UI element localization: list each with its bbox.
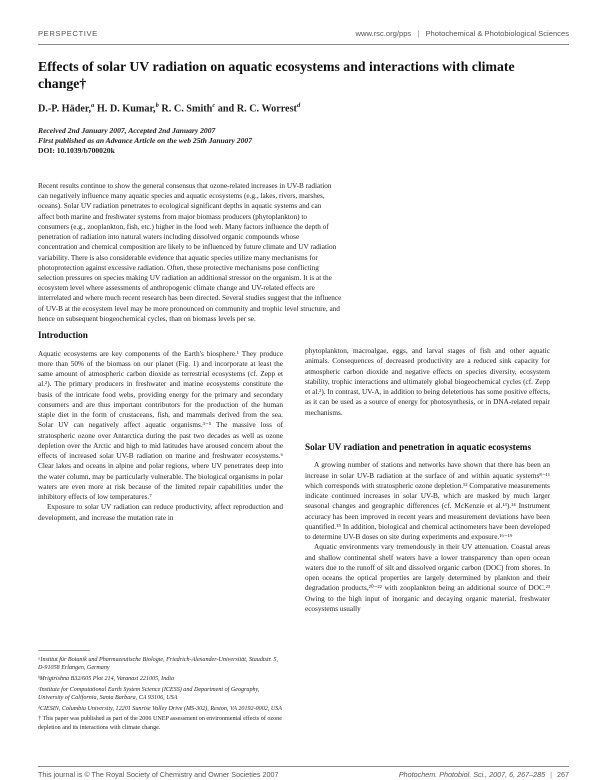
abstract-line: ecosystem level where assessments of anthropogenic climate change and UV-related effects are (38, 284, 315, 293)
running-header (38, 29, 569, 43)
author-affiliation-mark: d (296, 102, 301, 109)
page-number: 267 (557, 770, 569, 779)
abstract-line: oceans). Solar UV radiation penetrates to ecological significant depths in aquatic systems and can (38, 202, 322, 211)
body-paragraph: Aquatic environments vary tremendously in their UV attenuation. Coastal areas and shallow continental shelf waters have a lower transparency than open ocean waters due to the runoff of silt and dissolved organic carbon (DOC) from shores. In open oceans the optical properties are largely determined by plankton and their degradation products,²⁰⁻²² with zooplankton being an additional source of DOC.²³ Owing to the high input of inorganic and decaying organic material, freshwater ecosystems usually (305, 543, 550, 613)
body-paragraph: A growing number of stations and networks have shown that there has been an increase in solar UV-B radiation at the surface of and within aquatic systems⁸⁻¹¹ which corresponds with stratospheric ozone depletion.¹² Comparative measurements indicate continued increases in solar UV-B, which are masked by much larger seasonal changes and geographic differences (cf. McKenzie et al.¹³).¹⁴ Instrument accuracy has been improved in recent years and measurement deviations have been quantified.¹⁵ In addition, biological and chemical actinometers have been developed to determine UV-B doses on site during experiments and exposure.¹⁶⁻¹⁹ (305, 461, 550, 541)
abstract-line: interrelated and where much recent research has been directed. Several studies suggest that the influence (38, 294, 342, 303)
abstract-line: can negatively influence many aquatic species and aquatic ecosystems (e.g., lakes, rivers, marshes, (38, 192, 325, 201)
doi[interactable]: DOI: 10.1039/b700020k (38, 146, 115, 155)
footnote-affiliation-d: ᵈCIESIN, Columbia University, 12201 Sunrise Valley Drive (MS-302), Reston, VA 20192-0002, USA (38, 705, 283, 712)
footnote-affiliation-c: ᶜInstitute for Computational Earth System Science (ICESS) and Department of Geography, University of California, Santa Barbara, CA 93106, USA (38, 686, 260, 701)
author-name: H. D. Kumar, (96, 103, 156, 115)
article-title: Effects of solar UV radiation on aquatic ecosystems and interactions with climate change† (38, 59, 515, 92)
body-paragraph: Exposure to solar UV radiation can reduce productivity, affect reproduction and development, and increase the mutation rate in (38, 503, 283, 522)
footer-separator: | (550, 770, 552, 779)
body-paragraph: phytoplankton, macroalgae, eggs, and larval stages of fish and other aquatic animals. Consequences of decreased productivity are a reduced sink capacity for atmospheric carbon dioxide and negative effects on species diversity, ecosystem stability, trophic interactions and ultimately global biogeochemical cycles (cf. Zepp et al.²). In contrast, UV-A, in addition to being deleterious has some positive effects, as it can be used as a source of energy for photosynthesis, or in DNA-related repair mechanisms. (305, 347, 550, 417)
first-published-date: First published as an Advance Article on the web 25th January 2007 (38, 136, 252, 145)
abstract-line: consumers (e.g., zooplankton, fish, etc.) higher in the food web. Many factors influence the depth of (38, 222, 329, 231)
received-date: Received 2nd January 2007, Accepted 2nd January 2007 (38, 126, 216, 135)
abstract-line: hence on subsequent biogeochemical cycles, than on biomass levels per se. (38, 314, 256, 323)
author-affiliation-mark: c (212, 102, 216, 109)
journal-name: Photochemical & Photobiological Sciences (425, 29, 569, 38)
section-heading-introduction: Introduction (38, 330, 88, 340)
left-column (38, 330, 283, 523)
abstract-line: of UV-B at the ecosystem level may be more pronounced on community and trophic level structure, and (38, 304, 340, 313)
abstract-line: variability. There is also considerable evidence that aquatic species utilize many mechanisms for (38, 253, 318, 262)
footer-rule (38, 766, 569, 767)
author-name: D.-P. Häder, (38, 103, 92, 115)
abstract-line: affect both marine and freshwater systems from major biomass producers (phytoplankton) to (38, 212, 308, 221)
body-paragraph: Aquatic ecosystems are key components of the Earth's biosphere.¹ They produce more than 50% of the biomass on our planet (Fig. 1) and incorporate at least the same amount of atmospheric carbon dioxide as terrestrial ecosystems (cf. Zepp et al.²). The primary producers in freshwater and marine ecosystems constitute the basis of the intricate food webs, providing energy for the primary and secondary consumers and are thus important contributors for the production of the human staple diet in the form of crustaceans, fish, and mammals derived from the sea. Solar UV can negatively affect aquatic organisms.³⁻⁵ The massive loss of stratospheric ozone over Antarctica during the past two decades as well as ozone depletion over the Arctic and high to mid latitudes have aroused concern about the effects of increased solar UV-B radiation on marine and freshwater ecosystems.⁶ Clear lakes and oceans in alpine and polar regions, where UV penetrates deep into the water column, may be particularly vulnerable. The biological organisms in polar waters are even more at risk because of the limited repair capabilities under the inhibitory effects of low temperatures.⁷ (38, 349, 283, 501)
abstract-line: selection pressures on species making UV radiation an additional stressor on the organism. It is at the (38, 273, 332, 282)
author-name: and R. C. Worrest (217, 103, 297, 115)
author-affiliation-mark: a (91, 102, 95, 109)
abstract (38, 181, 530, 324)
header-rule (38, 44, 569, 45)
journal-citation: Photochem. Photobiol. Sci., 2007, 6, 267–285 (398, 770, 546, 779)
citation-line (399, 770, 569, 779)
section-heading-uv-penetration: Solar UV radiation and penetration in aquatic ecosystems (305, 441, 532, 452)
publication-dates (38, 126, 252, 156)
footnote-rule (38, 650, 90, 651)
header-separator: | (417, 29, 420, 38)
abstract-line: photoprotection against excessive radiation. Often, these protective mechanisms pose conflicting (38, 263, 319, 272)
footnotes (38, 656, 284, 734)
author-name: R. C. Smith (161, 103, 213, 115)
journal-url-line (356, 29, 569, 38)
author-list (38, 102, 300, 114)
copyright-notice: This journal is © The Royal Society of Chemistry and Owner Societies 2007 (38, 770, 279, 779)
abstract-line: concentration and chemical composition are likely to be influenced by future climate and UV radiation (38, 243, 337, 252)
footnote-dagger: † This paper was published as part of the 2006 UNEP assessment on environmental effects of ozone depletion and its interactions with climate change. (38, 716, 282, 731)
section-label: PERSPECTIVE (38, 29, 98, 38)
right-column (305, 346, 550, 614)
footnote-affiliation-b: ᵇMrigtrishna B32/605 Plot 214, Varanasi 221005, India (38, 675, 175, 682)
footnote-affiliation-a: ᵃInstitut für Botanik und Pharmazeutische Biologie, Friedrich-Alexander-Universität, Staudtstr. 5, D-91058 Erlangen, Germany (38, 657, 278, 672)
author-affiliation-mark: b (155, 102, 159, 109)
abstract-line: penetration of radiation into natural waters including dissolved organic compounds whose (38, 233, 300, 242)
abstract-line: Recent results continue to show the general consensus that ozone-related increases in UV-B radiation (38, 182, 332, 190)
journal-url[interactable]: www.rsc.org/pps (355, 29, 412, 38)
